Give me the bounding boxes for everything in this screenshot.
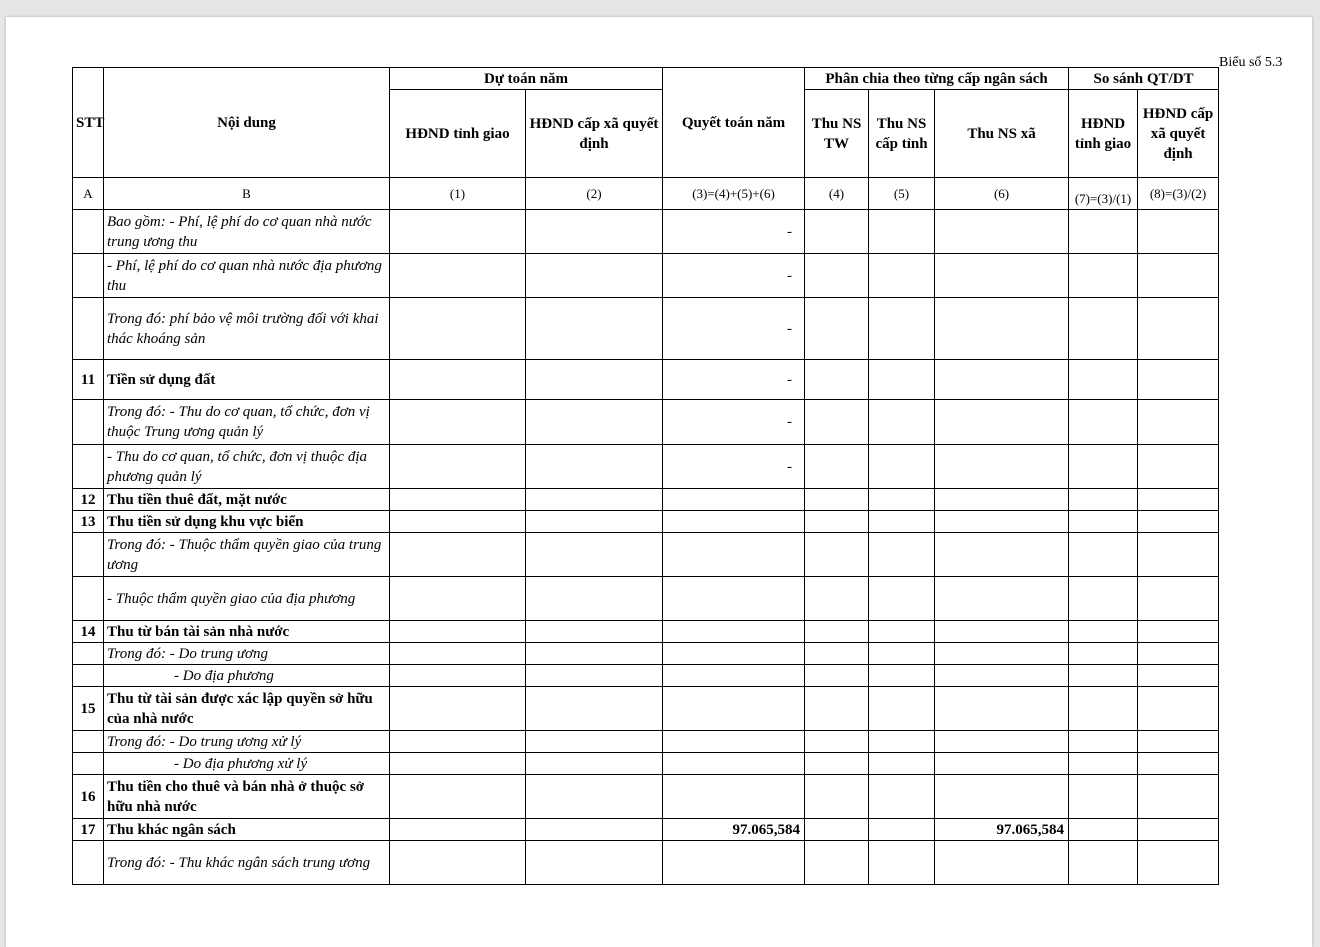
row-thu-ns-tw <box>805 731 869 753</box>
row-content: Trong đó: - Do trung ương <box>104 643 390 665</box>
row-thu-ns-cap-tinh <box>869 819 935 841</box>
row-hdnd-cap-xa <box>526 577 663 621</box>
row-thu-ns-xa <box>935 298 1069 360</box>
row-ss-tinh <box>1069 489 1138 511</box>
row-thu-ns-tw <box>805 489 869 511</box>
row-content: Tiền sử dụng đất <box>104 360 390 400</box>
row-ss-xa <box>1138 775 1219 819</box>
row-hdnd-cap-xa <box>526 731 663 753</box>
header-quyet-toan-nam: Quyết toán năm <box>663 68 805 178</box>
index-cell: (2) <box>526 178 663 210</box>
row-thu-ns-tw <box>805 210 869 254</box>
row-content: Thu khác ngân sách <box>104 819 390 841</box>
row-hdnd-cap-xa <box>526 254 663 298</box>
row-ss-xa <box>1138 621 1219 643</box>
row-hdnd-tinh-giao <box>390 753 526 775</box>
row-hdnd-tinh-giao <box>390 775 526 819</box>
row-ss-xa <box>1138 360 1219 400</box>
row-thu-ns-tw <box>805 665 869 687</box>
row-quyet-toan <box>663 489 805 511</box>
row-thu-ns-tw <box>805 753 869 775</box>
row-stt: 11 <box>73 360 104 400</box>
row-content: Trong đó: - Thuộc thẩm quyền giao của trung ương <box>104 533 390 577</box>
row-thu-ns-cap-tinh <box>869 643 935 665</box>
row-quyet-toan <box>663 643 805 665</box>
row-thu-ns-tw <box>805 577 869 621</box>
row-thu-ns-xa <box>935 254 1069 298</box>
row-thu-ns-cap-tinh <box>869 577 935 621</box>
row-thu-ns-xa <box>935 533 1069 577</box>
table-row <box>73 775 1219 819</box>
row-thu-ns-xa <box>935 400 1069 445</box>
row-hdnd-cap-xa <box>526 775 663 819</box>
table-row <box>73 643 1219 665</box>
row-hdnd-tinh-giao <box>390 298 526 360</box>
row-content: Thu từ bán tài sản nhà nước <box>104 621 390 643</box>
index-cell: A <box>73 178 104 210</box>
row-hdnd-cap-xa <box>526 687 663 731</box>
row-quyet-toan <box>663 687 805 731</box>
row-hdnd-cap-xa <box>526 621 663 643</box>
table-row <box>73 360 1219 400</box>
row-thu-ns-xa <box>935 753 1069 775</box>
row-thu-ns-cap-tinh <box>869 489 935 511</box>
row-hdnd-cap-xa <box>526 360 663 400</box>
row-thu-ns-cap-tinh <box>869 687 935 731</box>
row-thu-ns-xa <box>935 445 1069 489</box>
row-quyet-toan: - <box>663 445 805 489</box>
row-thu-ns-tw <box>805 254 869 298</box>
row-stt <box>73 643 104 665</box>
row-content: - Do địa phương xử lý <box>104 753 390 775</box>
row-thu-ns-cap-tinh <box>869 511 935 533</box>
header-so-sanh: So sánh QT/DT <box>1069 68 1219 90</box>
row-stt <box>73 533 104 577</box>
row-content: Trong đó: phí bảo vệ môi trường đối với khai thác khoáng sản <box>104 298 390 360</box>
row-ss-xa <box>1138 753 1219 775</box>
row-quyet-toan <box>663 577 805 621</box>
row-content: Trong đó: - Thu do cơ quan, tổ chức, đơn vị thuộc Trung ương quản lý <box>104 400 390 445</box>
index-cell: (4) <box>805 178 869 210</box>
row-thu-ns-tw <box>805 841 869 885</box>
row-thu-ns-xa: 97.065,584 <box>935 819 1069 841</box>
row-content: Trong đó: - Thu khác ngân sách trung ương <box>104 841 390 885</box>
row-thu-ns-tw <box>805 511 869 533</box>
row-ss-tinh <box>1069 643 1138 665</box>
row-hdnd-cap-xa <box>526 533 663 577</box>
row-hdnd-cap-xa <box>526 400 663 445</box>
row-thu-ns-xa <box>935 687 1069 731</box>
row-ss-tinh <box>1069 511 1138 533</box>
header-content: Nội dung <box>104 68 390 178</box>
row-stt <box>73 400 104 445</box>
row-ss-tinh <box>1069 210 1138 254</box>
row-quyet-toan: - <box>663 400 805 445</box>
row-ss-tinh <box>1069 445 1138 489</box>
row-thu-ns-xa <box>935 665 1069 687</box>
table-row <box>73 731 1219 753</box>
row-ss-xa <box>1138 533 1219 577</box>
index-cell: B <box>104 178 390 210</box>
header-thu-ns-cap-tinh: Thu NS cấp tỉnh <box>869 90 935 178</box>
header-phan-chia: Phân chia theo từng cấp ngân sách <box>805 68 1069 90</box>
row-thu-ns-tw <box>805 643 869 665</box>
row-hdnd-tinh-giao <box>390 445 526 489</box>
row-hdnd-cap-xa <box>526 210 663 254</box>
row-ss-tinh <box>1069 665 1138 687</box>
row-hdnd-tinh-giao <box>390 621 526 643</box>
row-ss-xa <box>1138 819 1219 841</box>
form-number: Biểu số 5.3 <box>1219 55 1283 70</box>
row-thu-ns-tw <box>805 533 869 577</box>
row-hdnd-tinh-giao <box>390 731 526 753</box>
row-thu-ns-cap-tinh <box>869 533 935 577</box>
row-thu-ns-tw <box>805 621 869 643</box>
row-thu-ns-cap-tinh <box>869 731 935 753</box>
row-thu-ns-cap-tinh <box>869 360 935 400</box>
row-thu-ns-xa <box>935 775 1069 819</box>
row-ss-xa <box>1138 210 1219 254</box>
row-thu-ns-cap-tinh <box>869 445 935 489</box>
table-row <box>73 298 1219 360</box>
row-thu-ns-xa <box>935 577 1069 621</box>
row-thu-ns-xa <box>935 210 1069 254</box>
row-quyet-toan <box>663 775 805 819</box>
row-hdnd-cap-xa <box>526 753 663 775</box>
header-hdnd-tinh-giao: HĐND tỉnh giao <box>390 90 526 178</box>
index-cell: (5) <box>869 178 935 210</box>
row-stt: 13 <box>73 511 104 533</box>
table-row <box>73 210 1219 254</box>
row-stt <box>73 753 104 775</box>
row-thu-ns-xa <box>935 643 1069 665</box>
row-thu-ns-cap-tinh <box>869 775 935 819</box>
row-content: - Thu do cơ quan, tổ chức, đơn vị thuộc địa phương quản lý <box>104 445 390 489</box>
row-hdnd-tinh-giao <box>390 210 526 254</box>
row-ss-xa <box>1138 298 1219 360</box>
table-row <box>73 753 1219 775</box>
row-hdnd-tinh-giao <box>390 687 526 731</box>
header-thu-ns-xa: Thu NS xã <box>935 90 1069 178</box>
row-ss-tinh <box>1069 687 1138 731</box>
row-quyet-toan <box>663 665 805 687</box>
row-ss-xa <box>1138 841 1219 885</box>
row-thu-ns-cap-tinh <box>869 753 935 775</box>
row-stt: 15 <box>73 687 104 731</box>
table-row <box>73 533 1219 577</box>
row-hdnd-cap-xa <box>526 298 663 360</box>
row-ss-tinh <box>1069 731 1138 753</box>
header-thu-ns-tw: Thu NS TW <box>805 90 869 178</box>
row-content: Trong đó: - Do trung ương xử lý <box>104 731 390 753</box>
row-hdnd-cap-xa <box>526 819 663 841</box>
row-stt: 14 <box>73 621 104 643</box>
row-hdnd-cap-xa <box>526 643 663 665</box>
row-hdnd-cap-xa <box>526 841 663 885</box>
row-thu-ns-cap-tinh <box>869 210 935 254</box>
row-content: Thu từ tài sản được xác lập quyền sở hữu của nhà nước <box>104 687 390 731</box>
row-quyet-toan: - <box>663 298 805 360</box>
row-quyet-toan <box>663 841 805 885</box>
row-ss-tinh <box>1069 775 1138 819</box>
header-ss-hdnd-cap-xa: HĐND cấp xã quyết định <box>1138 90 1219 178</box>
row-ss-xa <box>1138 577 1219 621</box>
row-hdnd-tinh-giao <box>390 819 526 841</box>
row-hdnd-cap-xa <box>526 489 663 511</box>
row-quyet-toan: - <box>663 360 805 400</box>
row-thu-ns-tw <box>805 360 869 400</box>
row-thu-ns-tw <box>805 298 869 360</box>
row-quyet-toan: - <box>663 210 805 254</box>
row-quyet-toan <box>663 511 805 533</box>
index-cell: (3)=(4)+(5)+(6) <box>663 178 805 210</box>
table-row <box>73 400 1219 445</box>
row-stt: 16 <box>73 775 104 819</box>
row-content: Thu tiền thuê đất, mặt nước <box>104 489 390 511</box>
row-ss-tinh <box>1069 533 1138 577</box>
table-row <box>73 841 1219 885</box>
table-row <box>73 511 1219 533</box>
row-hdnd-tinh-giao <box>390 665 526 687</box>
row-content: Bao gồm: - Phí, lệ phí do cơ quan nhà nước trung ương thu <box>104 210 390 254</box>
row-ss-tinh <box>1069 841 1138 885</box>
header-hdnd-cap-xa: HĐND cấp xã quyết định <box>526 90 663 178</box>
row-quyet-toan: - <box>663 254 805 298</box>
table-row <box>73 819 1219 841</box>
row-content: - Phí, lệ phí do cơ quan nhà nước địa phương thu <box>104 254 390 298</box>
row-content: Thu tiền sử dụng khu vực biển <box>104 511 390 533</box>
row-ss-tinh <box>1069 254 1138 298</box>
index-cell: (1) <box>390 178 526 210</box>
table-body <box>73 210 1219 885</box>
row-stt: 12 <box>73 489 104 511</box>
row-thu-ns-xa <box>935 731 1069 753</box>
row-hdnd-tinh-giao <box>390 533 526 577</box>
row-ss-xa <box>1138 400 1219 445</box>
row-thu-ns-cap-tinh <box>869 621 935 643</box>
row-ss-tinh <box>1069 400 1138 445</box>
header-du-toan-nam: Dự toán năm <box>390 68 663 90</box>
row-hdnd-tinh-giao <box>390 489 526 511</box>
row-hdnd-cap-xa <box>526 511 663 533</box>
row-thu-ns-cap-tinh <box>869 841 935 885</box>
row-ss-tinh <box>1069 298 1138 360</box>
table-row <box>73 665 1219 687</box>
row-stt <box>73 298 104 360</box>
row-content: - Thuộc thẩm quyền giao của địa phương <box>104 577 390 621</box>
row-thu-ns-tw <box>805 400 869 445</box>
row-stt <box>73 841 104 885</box>
row-stt <box>73 665 104 687</box>
row-hdnd-cap-xa <box>526 445 663 489</box>
row-thu-ns-xa <box>935 621 1069 643</box>
row-stt <box>73 445 104 489</box>
row-hdnd-tinh-giao <box>390 511 526 533</box>
row-thu-ns-xa <box>935 489 1069 511</box>
row-thu-ns-xa <box>935 841 1069 885</box>
row-ss-xa <box>1138 511 1219 533</box>
row-quyet-toan <box>663 621 805 643</box>
row-hdnd-tinh-giao <box>390 360 526 400</box>
row-hdnd-tinh-giao <box>390 254 526 298</box>
row-hdnd-tinh-giao <box>390 400 526 445</box>
row-ss-xa <box>1138 731 1219 753</box>
table-row <box>73 687 1219 731</box>
table-row <box>73 577 1219 621</box>
row-ss-tinh <box>1069 819 1138 841</box>
row-stt: 17 <box>73 819 104 841</box>
row-ss-tinh <box>1069 577 1138 621</box>
row-thu-ns-cap-tinh <box>869 254 935 298</box>
row-thu-ns-tw <box>805 687 869 731</box>
row-thu-ns-cap-tinh <box>869 400 935 445</box>
table-row <box>73 621 1219 643</box>
table-row <box>73 489 1219 511</box>
row-content: Thu tiền cho thuê và bán nhà ở thuộc sở hữu nhà nước <box>104 775 390 819</box>
row-hdnd-tinh-giao <box>390 577 526 621</box>
header-stt: STT <box>73 68 104 178</box>
index-cell: (7)=(3)/(1) <box>1069 178 1138 210</box>
table-row <box>73 445 1219 489</box>
index-row <box>73 178 1219 210</box>
row-quyet-toan <box>663 533 805 577</box>
row-hdnd-tinh-giao <box>390 643 526 665</box>
budget-table <box>72 67 1219 885</box>
row-stt <box>73 577 104 621</box>
row-ss-tinh <box>1069 360 1138 400</box>
row-ss-xa <box>1138 445 1219 489</box>
row-thu-ns-cap-tinh <box>869 298 935 360</box>
row-thu-ns-tw <box>805 445 869 489</box>
row-quyet-toan <box>663 753 805 775</box>
row-ss-tinh <box>1069 621 1138 643</box>
row-stt <box>73 210 104 254</box>
row-stt <box>73 254 104 298</box>
row-ss-xa <box>1138 489 1219 511</box>
row-thu-ns-tw <box>805 775 869 819</box>
row-thu-ns-cap-tinh <box>869 665 935 687</box>
row-hdnd-cap-xa <box>526 665 663 687</box>
row-quyet-toan <box>663 731 805 753</box>
row-thu-ns-xa <box>935 360 1069 400</box>
row-ss-xa <box>1138 643 1219 665</box>
row-thu-ns-tw <box>805 819 869 841</box>
row-stt <box>73 731 104 753</box>
index-cell: (6) <box>935 178 1069 210</box>
row-hdnd-tinh-giao <box>390 841 526 885</box>
row-ss-xa <box>1138 665 1219 687</box>
row-ss-tinh <box>1069 753 1138 775</box>
table-row <box>73 254 1219 298</box>
header-ss-hdnd-tinh-giao: HĐND tỉnh giao <box>1069 90 1138 178</box>
index-cell: (8)=(3)/(2) <box>1138 178 1219 210</box>
row-content: - Do địa phương <box>104 665 390 687</box>
row-ss-xa <box>1138 254 1219 298</box>
row-quyet-toan: 97.065,584 <box>663 819 805 841</box>
row-thu-ns-xa <box>935 511 1069 533</box>
row-ss-xa <box>1138 687 1219 731</box>
